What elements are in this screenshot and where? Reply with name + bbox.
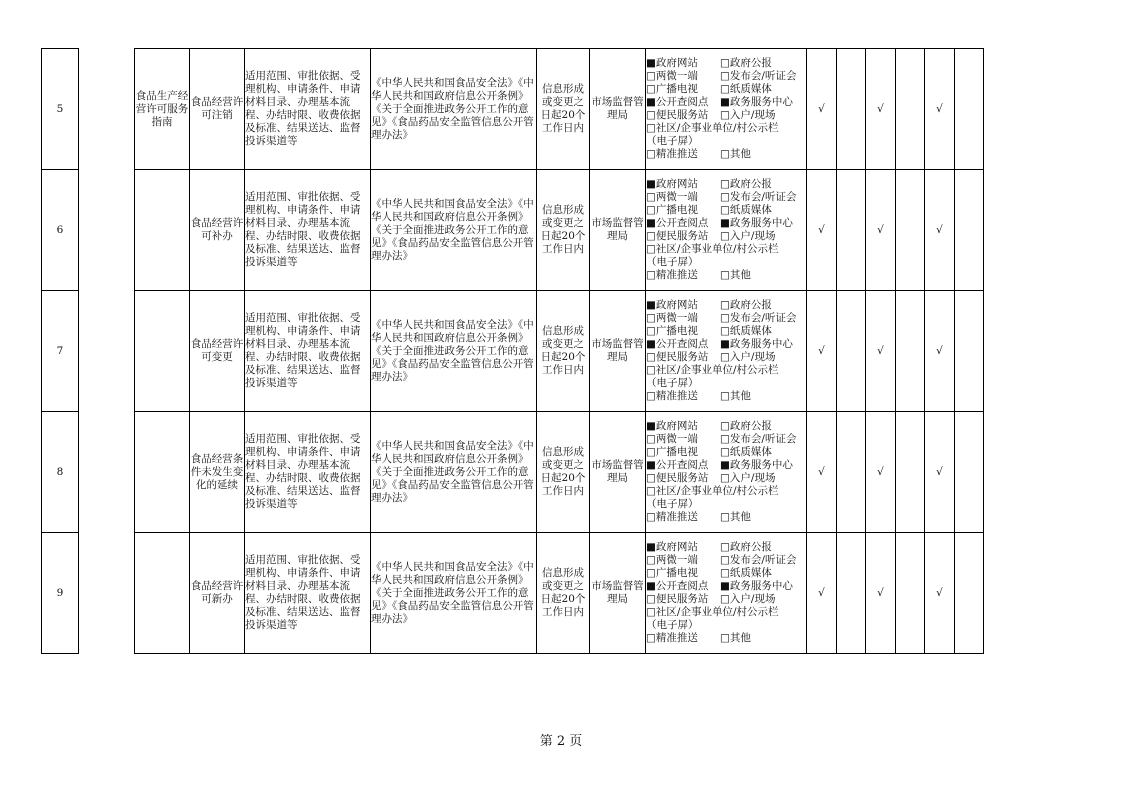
disclosure-channels bbox=[646, 291, 807, 412]
channel-line bbox=[646, 70, 806, 83]
spacer-cell bbox=[79, 49, 135, 170]
disclosure-content: 适用范围、审批依据、受理机构、申请条件、申请材料目录、办理基本流程、办结时限、收费依据及标准、结果送达、监督投诉渠道等 bbox=[245, 412, 371, 533]
disclosure-channels bbox=[646, 170, 807, 291]
channel-option: □政府公报 bbox=[720, 57, 772, 69]
channel-line bbox=[646, 459, 806, 472]
check-cell bbox=[837, 49, 866, 170]
channel-option: □广播电视 bbox=[646, 567, 698, 579]
table-row bbox=[42, 291, 984, 412]
channel-option: □入户/现场 bbox=[720, 109, 776, 121]
table-row bbox=[42, 49, 984, 170]
disclosure-subject: 市场监督管理局 bbox=[590, 49, 646, 170]
channel-option: □精准推送 bbox=[646, 269, 698, 281]
channel-line bbox=[646, 96, 806, 109]
channel-option: ■政务服务中心 bbox=[720, 217, 793, 229]
check-cell: √ bbox=[925, 291, 955, 412]
channel-option: □广播电视 bbox=[646, 325, 698, 337]
channel-option: □社区/企事业单位/村公示栏（电子屏） bbox=[646, 122, 779, 147]
item-name: 食品经营许可新办 bbox=[190, 533, 245, 654]
check-cell bbox=[896, 170, 925, 291]
channel-option: □纸质媒体 bbox=[720, 204, 772, 216]
table-row bbox=[42, 533, 984, 654]
channel-option: ■政务服务中心 bbox=[720, 96, 793, 108]
channel-option: □精准推送 bbox=[646, 632, 698, 644]
channel-option: □发布会/听证会 bbox=[720, 554, 797, 566]
channel-option: □社区/企事业单位/村公示栏（电子屏） bbox=[646, 485, 779, 510]
channel-line bbox=[646, 567, 806, 580]
check-cell bbox=[837, 170, 866, 291]
channel-option: □其他 bbox=[720, 269, 751, 281]
row-number: 9 bbox=[42, 533, 79, 654]
check-cell bbox=[896, 291, 925, 412]
disclosure-time-limit: 信息形成或变更之日起20个工作日内 bbox=[537, 412, 590, 533]
channel-line bbox=[646, 511, 806, 524]
check-cell bbox=[955, 49, 984, 170]
item-name: 食品经营许可变更 bbox=[190, 291, 245, 412]
check-cell bbox=[837, 533, 866, 654]
channel-option: ■政务服务中心 bbox=[720, 338, 793, 350]
disclosure-subject: 市场监督管理局 bbox=[590, 412, 646, 533]
channel-option: ■政务服务中心 bbox=[720, 459, 793, 471]
channel-option: ■政府网站 bbox=[646, 299, 698, 311]
disclosure-basis: 《中华人民共和国食品安全法》《中华人民共和国政府信息公开条例》《关于全面推进政务公开工作的意见》《食品药品安全监管信息公开管理办法》 bbox=[371, 49, 537, 170]
disclosure-channels bbox=[646, 49, 807, 170]
check-cell: √ bbox=[866, 49, 896, 170]
channel-line bbox=[646, 593, 806, 606]
check-cell bbox=[955, 412, 984, 533]
category-cell bbox=[135, 533, 190, 654]
check-cell: √ bbox=[866, 412, 896, 533]
channel-option: □其他 bbox=[720, 390, 751, 402]
row-number: 5 bbox=[42, 49, 79, 170]
spacer-cell bbox=[79, 533, 135, 654]
channel-option: □两微一端 bbox=[646, 433, 698, 445]
disclosure-channels bbox=[646, 412, 807, 533]
channel-line bbox=[646, 191, 806, 204]
channel-option: ■公开查阅点 bbox=[646, 217, 709, 229]
check-cell bbox=[896, 533, 925, 654]
disclosure-basis: 《中华人民共和国食品安全法》《中华人民共和国政府信息公开条例》《关于全面推进政务公开工作的意见》《食品药品安全监管信息公开管理办法》 bbox=[371, 170, 537, 291]
channel-option: □入户/现场 bbox=[720, 230, 776, 242]
channel-option: □广播电视 bbox=[646, 204, 698, 216]
channel-option: □便民服务站 bbox=[646, 472, 709, 484]
table-row bbox=[42, 170, 984, 291]
channel-line bbox=[646, 299, 806, 312]
disclosure-subject: 市场监督管理局 bbox=[590, 170, 646, 291]
channel-line bbox=[646, 269, 806, 282]
check-cell bbox=[837, 412, 866, 533]
channel-line bbox=[646, 178, 806, 191]
check-cell bbox=[955, 170, 984, 291]
channel-option: □精准推送 bbox=[646, 390, 698, 402]
channel-line bbox=[646, 351, 806, 364]
channel-line bbox=[646, 243, 796, 269]
channel-line bbox=[646, 446, 806, 459]
channel-line bbox=[646, 606, 796, 632]
channel-line bbox=[646, 148, 806, 161]
channel-line bbox=[646, 57, 806, 70]
channel-option: ■政府网站 bbox=[646, 541, 698, 553]
channel-option: □两微一端 bbox=[646, 554, 698, 566]
channel-option: □发布会/听证会 bbox=[720, 70, 797, 82]
spacer-cell bbox=[79, 170, 135, 291]
channel-line bbox=[646, 433, 806, 446]
check-cell: √ bbox=[866, 533, 896, 654]
table-row bbox=[42, 412, 984, 533]
channel-option: □入户/现场 bbox=[720, 472, 776, 484]
check-cell bbox=[837, 291, 866, 412]
category-cell: 食品生产经营许可服务指南 bbox=[135, 49, 190, 170]
channel-option: □其他 bbox=[720, 632, 751, 644]
check-cell: √ bbox=[807, 170, 837, 291]
channel-line bbox=[646, 325, 806, 338]
check-cell bbox=[955, 291, 984, 412]
channel-line bbox=[646, 420, 806, 433]
channel-line bbox=[646, 632, 806, 645]
channel-option: □社区/企事业单位/村公示栏（电子屏） bbox=[646, 364, 779, 389]
channel-option: ■公开查阅点 bbox=[646, 96, 709, 108]
category-cell bbox=[135, 170, 190, 291]
channel-option: ■政府网站 bbox=[646, 178, 698, 190]
channel-line bbox=[646, 83, 806, 96]
channel-option: □发布会/听证会 bbox=[720, 312, 797, 324]
channel-option: □社区/企事业单位/村公示栏（电子屏） bbox=[646, 243, 779, 268]
channel-option: □精准推送 bbox=[646, 148, 698, 160]
check-cell: √ bbox=[807, 412, 837, 533]
channel-option: □社区/企事业单位/村公示栏（电子屏） bbox=[646, 606, 779, 631]
check-cell: √ bbox=[807, 533, 837, 654]
channel-line bbox=[646, 485, 796, 511]
channel-line bbox=[646, 472, 806, 485]
channel-line bbox=[646, 364, 796, 390]
category-cell bbox=[135, 412, 190, 533]
channel-option: □其他 bbox=[720, 148, 751, 160]
spacer-cell bbox=[79, 412, 135, 533]
channel-option: □便民服务站 bbox=[646, 230, 709, 242]
channel-option: □纸质媒体 bbox=[720, 325, 772, 337]
channel-line bbox=[646, 312, 806, 325]
row-number: 8 bbox=[42, 412, 79, 533]
disclosure-time-limit: 信息形成或变更之日起20个工作日内 bbox=[537, 49, 590, 170]
channel-option: ■政府网站 bbox=[646, 57, 698, 69]
disclosure-subject: 市场监督管理局 bbox=[590, 533, 646, 654]
channel-option: ■政府网站 bbox=[646, 420, 698, 432]
channel-line bbox=[646, 338, 806, 351]
channel-line bbox=[646, 390, 806, 403]
channel-option: □入户/现场 bbox=[720, 593, 776, 605]
check-cell: √ bbox=[925, 49, 955, 170]
channel-option: □广播电视 bbox=[646, 446, 698, 458]
channel-option: ■公开查阅点 bbox=[646, 580, 709, 592]
channel-option: □便民服务站 bbox=[646, 109, 709, 121]
check-cell: √ bbox=[866, 291, 896, 412]
channel-line bbox=[646, 554, 806, 567]
disclosure-content: 适用范围、审批依据、受理机构、申请条件、申请材料目录、办理基本流程、办结时限、收费依据及标准、结果送达、监督投诉渠道等 bbox=[245, 170, 371, 291]
row-number: 7 bbox=[42, 291, 79, 412]
disclosure-basis: 《中华人民共和国食品安全法》《中华人民共和国政府信息公开条例》《关于全面推进政务公开工作的意见》《食品药品安全监管信息公开管理办法》 bbox=[371, 291, 537, 412]
channel-option: □两微一端 bbox=[646, 70, 698, 82]
disclosure-basis: 《中华人民共和国食品安全法》《中华人民共和国政府信息公开条例》《关于全面推进政务公开工作的意见》《食品药品安全监管信息公开管理办法》 bbox=[371, 533, 537, 654]
check-cell: √ bbox=[807, 49, 837, 170]
check-cell: √ bbox=[925, 533, 955, 654]
channel-option: □政府公报 bbox=[720, 420, 772, 432]
page-number: 第 2 页 bbox=[539, 734, 583, 749]
row-number: 6 bbox=[42, 170, 79, 291]
channel-line bbox=[646, 230, 806, 243]
channel-option: □纸质媒体 bbox=[720, 83, 772, 95]
check-cell: √ bbox=[866, 170, 896, 291]
disclosure-time-limit: 信息形成或变更之日起20个工作日内 bbox=[537, 533, 590, 654]
item-name: 食品经营许可注销 bbox=[190, 49, 245, 170]
channel-line bbox=[646, 580, 806, 593]
item-name: 食品经营条件未发生变化的延续 bbox=[190, 412, 245, 533]
channel-option: ■政务服务中心 bbox=[720, 580, 793, 592]
channel-option: □两微一端 bbox=[646, 312, 698, 324]
channel-option: ■公开查阅点 bbox=[646, 459, 709, 471]
channel-option: □发布会/听证会 bbox=[720, 191, 797, 203]
disclosure-subject: 市场监督管理局 bbox=[590, 291, 646, 412]
channel-option: □政府公报 bbox=[720, 299, 772, 311]
disclosure-channels bbox=[646, 533, 807, 654]
channel-option: □精准推送 bbox=[646, 511, 698, 523]
channel-option: □政府公报 bbox=[720, 178, 772, 190]
disclosure-content: 适用范围、审批依据、受理机构、申请条件、申请材料目录、办理基本流程、办结时限、收费依据及标准、结果送达、监督投诉渠道等 bbox=[245, 49, 371, 170]
channel-option: □纸质媒体 bbox=[720, 567, 772, 579]
check-cell: √ bbox=[925, 170, 955, 291]
disclosure-basis: 《中华人民共和国食品安全法》《中华人民共和国政府信息公开条例》《关于全面推进政务公开工作的意见》《食品药品安全监管信息公开管理办法》 bbox=[371, 412, 537, 533]
channel-option: □发布会/听证会 bbox=[720, 433, 797, 445]
channel-line bbox=[646, 109, 806, 122]
category-cell bbox=[135, 291, 190, 412]
item-name: 食品经营许可补办 bbox=[190, 170, 245, 291]
channel-option: □入户/现场 bbox=[720, 351, 776, 363]
channel-line bbox=[646, 541, 806, 554]
check-cell: √ bbox=[807, 291, 837, 412]
disclosure-content: 适用范围、审批依据、受理机构、申请条件、申请材料目录、办理基本流程、办结时限、收费依据及标准、结果送达、监督投诉渠道等 bbox=[245, 533, 371, 654]
channel-option: □其他 bbox=[720, 511, 751, 523]
channel-option: □便民服务站 bbox=[646, 593, 709, 605]
check-cell bbox=[896, 412, 925, 533]
check-cell bbox=[896, 49, 925, 170]
disclosure-table bbox=[41, 48, 984, 654]
disclosure-content: 适用范围、审批依据、受理机构、申请条件、申请材料目录、办理基本流程、办结时限、收费依据及标准、结果送达、监督投诉渠道等 bbox=[245, 291, 371, 412]
channel-line bbox=[646, 122, 796, 148]
channel-option: ■公开查阅点 bbox=[646, 338, 709, 350]
disclosure-time-limit: 信息形成或变更之日起20个工作日内 bbox=[537, 291, 590, 412]
channel-line bbox=[646, 217, 806, 230]
spacer-cell bbox=[79, 291, 135, 412]
channel-option: □纸质媒体 bbox=[720, 446, 772, 458]
channel-option: □政府公报 bbox=[720, 541, 772, 553]
check-cell: √ bbox=[925, 412, 955, 533]
disclosure-time-limit: 信息形成或变更之日起20个工作日内 bbox=[537, 170, 590, 291]
channel-line bbox=[646, 204, 806, 217]
check-cell bbox=[955, 533, 984, 654]
channel-option: □两微一端 bbox=[646, 191, 698, 203]
channel-option: □广播电视 bbox=[646, 83, 698, 95]
channel-option: □便民服务站 bbox=[646, 351, 709, 363]
